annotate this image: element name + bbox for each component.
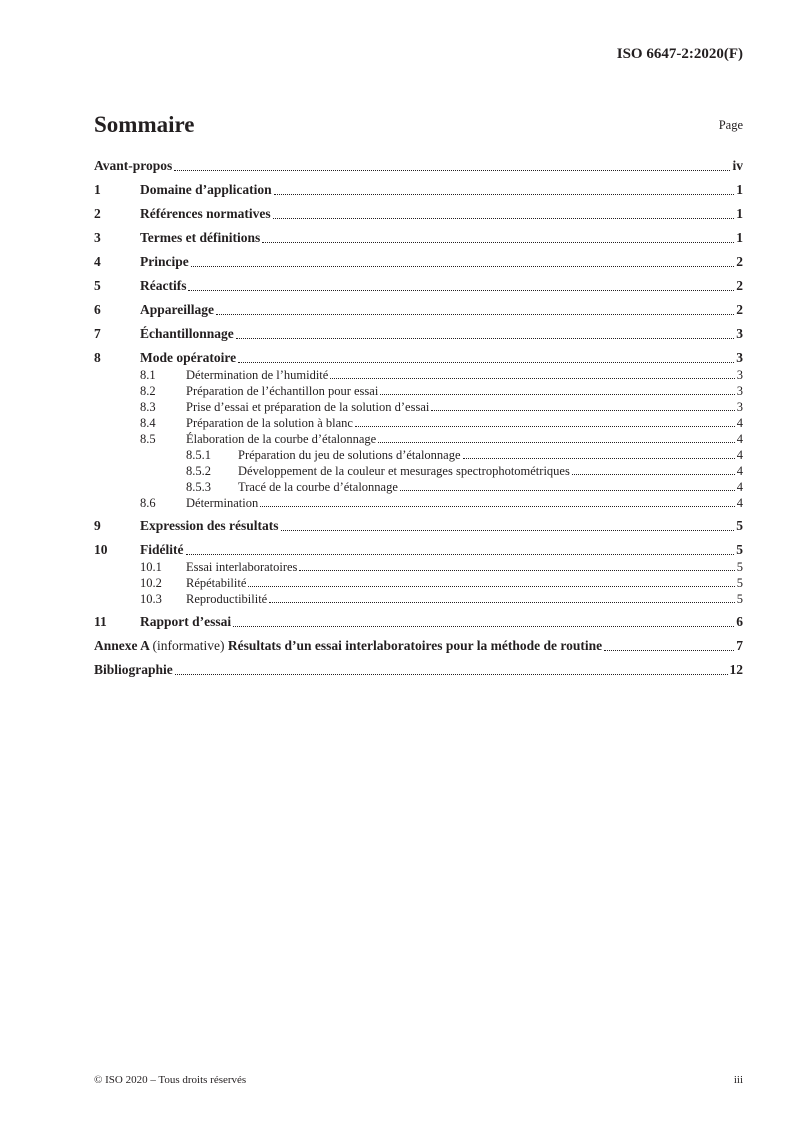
toc-entry-page: 3 xyxy=(736,326,743,341)
page-column-label: Page xyxy=(718,118,743,132)
toc-entry-9[interactable] xyxy=(94,517,743,535)
toc-entry-page: 2 xyxy=(736,302,743,317)
toc-entry-title: Termes et définitions xyxy=(140,230,261,245)
toc-entry-number: 8 xyxy=(94,350,101,365)
leader-dots xyxy=(188,289,734,291)
toc-entry-number: 8.2 xyxy=(140,384,156,398)
toc-entry-8-1[interactable] xyxy=(94,367,743,383)
toc-entry-10[interactable] xyxy=(94,541,743,559)
toc-entry-page: 3 xyxy=(736,400,743,414)
toc-entry-8-6[interactable] xyxy=(94,495,743,511)
toc-entry-number: 2 xyxy=(94,206,101,221)
toc-entry-number: 9 xyxy=(94,518,101,533)
leader-dots xyxy=(281,529,735,531)
toc-entry-8-5-2[interactable] xyxy=(94,463,743,479)
leader-dots xyxy=(174,169,730,171)
toc-entry-page: 2 xyxy=(736,254,743,269)
toc-entry-8-2[interactable] xyxy=(94,383,743,399)
toc-entry-title: Élaboration de la courbe d’étalonnage xyxy=(186,432,377,446)
toc-entry-title: Reproductibilité xyxy=(186,592,268,606)
toc-entry-number: 10.2 xyxy=(140,576,162,590)
toc-entry-title: Répétabilité xyxy=(186,576,247,590)
toc-entry-number: 10.1 xyxy=(140,560,162,574)
toc-entry-page: 6 xyxy=(736,614,743,629)
toc-entry-5[interactable] xyxy=(94,277,743,295)
toc-entry-8-5-3[interactable] xyxy=(94,479,743,495)
footer-copyright: © ISO 2020 – Tous droits réservés xyxy=(94,1074,247,1086)
toc-entry-bibliographie[interactable] xyxy=(94,661,743,679)
toc-entry-title: Mode opératoire xyxy=(140,350,237,365)
toc-entry-1[interactable] xyxy=(94,181,743,199)
toc-entry-title: Préparation de la solution à blanc xyxy=(186,416,353,430)
toc-entry-4[interactable] xyxy=(94,253,743,271)
table-of-contents xyxy=(94,157,743,679)
toc-entry-8-3[interactable] xyxy=(94,399,743,415)
toc-entry-page: iv xyxy=(732,158,743,173)
toc-entry-page: 5 xyxy=(736,518,743,533)
toc-entry-number: 10.3 xyxy=(140,592,162,606)
toc-entry-avant-propos[interactable] xyxy=(94,157,743,175)
footer-page-number: iii xyxy=(733,1074,743,1086)
leader-dots xyxy=(274,193,735,195)
toc-entry-title: Rapport d’essai xyxy=(140,614,232,629)
toc-entry-number: 8.5.2 xyxy=(186,464,211,478)
toc-entry-number: 8.3 xyxy=(140,400,156,414)
toc-entry-7[interactable] xyxy=(94,325,743,343)
leader-dots xyxy=(236,337,734,339)
toc-entry-8-5-1[interactable] xyxy=(94,447,743,463)
toc-entry-page: 4 xyxy=(736,480,743,494)
toc-entry-number: 8.5.3 xyxy=(186,480,211,494)
leader-dots xyxy=(248,585,734,587)
toc-entry-title: Préparation de l’échantillon pour essai xyxy=(186,384,379,398)
leader-dots xyxy=(299,569,734,571)
leader-dots xyxy=(260,505,735,507)
toc-entry-page: 5 xyxy=(736,576,743,590)
toc-entry-title: Références normatives xyxy=(140,206,271,221)
toc-entry-number: 3 xyxy=(94,230,101,245)
toc-entry-2[interactable] xyxy=(94,205,743,223)
leader-dots xyxy=(175,673,728,675)
toc-entry-number: 8.5.1 xyxy=(186,448,211,462)
leader-dots xyxy=(431,409,734,411)
toc-entry-6[interactable] xyxy=(94,301,743,319)
toc-entry-10-3[interactable] xyxy=(94,591,743,607)
leader-dots xyxy=(262,241,734,243)
toc-entry-number: 8.4 xyxy=(140,416,156,430)
leader-dots xyxy=(273,217,735,219)
annex-informative-tag: (informative) xyxy=(152,638,225,653)
leader-dots xyxy=(378,441,735,443)
toc-entry-page: 5 xyxy=(736,542,743,557)
toc-entry-page: 7 xyxy=(736,638,743,653)
toc-entry-page: 3 xyxy=(736,368,743,382)
toc-entry-number: 11 xyxy=(94,614,107,629)
toc-entry-page: 4 xyxy=(736,448,743,462)
leader-dots xyxy=(400,489,735,491)
leader-dots xyxy=(269,601,735,603)
leader-dots xyxy=(380,393,734,395)
toc-entry-number: 10 xyxy=(94,542,108,557)
toc-entry-annexe-a[interactable] xyxy=(94,637,743,655)
toc-entry-title: Domaine d’application xyxy=(140,182,272,197)
toc-entry-10-1[interactable] xyxy=(94,559,743,575)
toc-entry-number: 8.5 xyxy=(140,432,156,446)
leader-dots xyxy=(233,625,734,627)
leader-dots xyxy=(330,377,734,379)
toc-entry-title: Bibliographie xyxy=(94,662,173,677)
toc-entry-title: Essai interlaboratoires xyxy=(186,560,298,574)
leader-dots xyxy=(604,649,734,651)
leader-dots xyxy=(238,361,734,363)
toc-entry-page: 3 xyxy=(736,350,743,365)
toc-entry-page: 2 xyxy=(736,278,743,293)
toc-entry-page: 4 xyxy=(736,416,743,430)
toc-entry-number: 7 xyxy=(94,326,101,341)
toc-entry-title: Préparation du jeu de solutions d’étalonnage xyxy=(238,448,461,462)
toc-entry-title: Avant-propos xyxy=(94,158,173,173)
toc-entry-page: 4 xyxy=(736,464,743,478)
toc-entry-number: 8.6 xyxy=(140,496,156,510)
toc-entry-page: 1 xyxy=(736,230,743,245)
toc-entry-title: Réactifs xyxy=(140,278,187,293)
leader-dots xyxy=(355,425,735,427)
toc-entry-title: Fidélité xyxy=(140,542,184,557)
toc-title: Sommaire xyxy=(94,112,195,137)
leader-dots xyxy=(216,313,734,315)
document-code: ISO 6647-2:2020(F) xyxy=(616,46,743,62)
leader-dots xyxy=(186,553,735,555)
toc-entry-title: Expression des résultats xyxy=(140,518,279,533)
toc-entry-title: Détermination de l’humidité xyxy=(186,368,329,382)
leader-dots xyxy=(463,457,735,459)
toc-entry-page: 5 xyxy=(736,560,743,574)
toc-entry-11[interactable] xyxy=(94,613,743,631)
toc-entry-page: 1 xyxy=(736,182,743,197)
toc-entry-page: 12 xyxy=(729,662,743,677)
toc-entry-number: 4 xyxy=(94,254,101,269)
toc-entry-page: 3 xyxy=(736,384,743,398)
toc-entry-title: Développement de la couleur et mesurages spectrophotométriques xyxy=(238,464,570,478)
toc-entry-page: 4 xyxy=(736,432,743,446)
toc-entry-8-4[interactable] xyxy=(94,415,743,431)
leader-dots xyxy=(572,473,735,475)
toc-entry-title: Détermination xyxy=(186,496,259,510)
toc-entry-page: 4 xyxy=(736,496,743,510)
toc-entry-page: 1 xyxy=(736,206,743,221)
annex-title: Résultats d’un essai interlaboratoires pour la méthode de routine xyxy=(227,638,603,653)
toc-entry-10-2[interactable] xyxy=(94,575,743,591)
toc-entry-title: Tracé de la courbe d’étalonnage xyxy=(238,480,398,494)
annex-label: Annexe A xyxy=(94,638,150,653)
toc-entry-8[interactable] xyxy=(94,349,743,367)
toc-entry-number: 6 xyxy=(94,302,101,317)
toc-entry-number: 8.1 xyxy=(140,368,156,382)
toc-entry-page: 5 xyxy=(736,592,743,606)
toc-entry-title: Échantillonnage xyxy=(140,326,234,341)
toc-entry-title: Prise d’essai et préparation de la solution d’essai xyxy=(186,400,430,414)
toc-entry-8-5[interactable] xyxy=(94,431,743,447)
toc-entry-title: Appareillage xyxy=(140,302,214,317)
toc-entry-title xyxy=(94,637,602,655)
leader-dots xyxy=(191,265,735,267)
toc-entry-number: 1 xyxy=(94,182,101,197)
toc-entry-title: Principe xyxy=(140,254,189,269)
toc-entry-3[interactable] xyxy=(94,229,743,247)
toc-entry-number: 5 xyxy=(94,278,101,293)
